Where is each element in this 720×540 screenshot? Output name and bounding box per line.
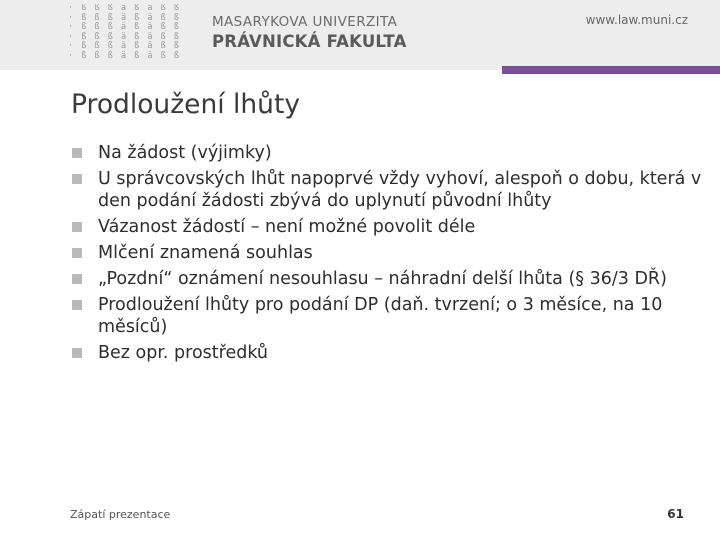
bullet-marker-icon — [72, 148, 82, 158]
bullet-marker-icon — [72, 300, 82, 310]
bullet-item — [71, 216, 711, 238]
university-name: MASARYKOVA UNIVERZITA — [212, 14, 398, 30]
bullet-marker-icon — [72, 274, 82, 284]
bullet-item — [71, 168, 711, 212]
bullet-item — [71, 342, 711, 364]
bullet-text: Na žádost (výjimky) — [98, 143, 272, 163]
bullet-text: Vázanost žádostí – není možné povolit déle — [98, 217, 476, 237]
bullet-item — [71, 242, 711, 264]
bullet-item — [71, 142, 711, 164]
logo-pattern: · ß ß ß ä ß ä ß ß · ß ß ß ä ß ä ß ß · ß ß ß ä ß ä ß ß · ß ß ß ä ß ä ß ß · ß ß ß ä ß ä ß ß · ß ß ß ä ß ä ß ß — [68, 4, 181, 61]
page-number: 61 — [667, 507, 684, 521]
faculty-name: PRÁVNICKÁ FAKULTA — [212, 32, 407, 51]
bullet-list — [71, 142, 711, 368]
header-band — [0, 0, 720, 70]
footer-text: Zápatí prezentace — [70, 508, 171, 521]
bullet-text: U správcovských lhůt napoprvé vždy vyhoví, alespoň o dobu, která v den podání žádosti zbývá do uplynutí původní lhůty — [98, 169, 702, 211]
bullet-marker-icon — [72, 248, 82, 258]
bullet-item — [71, 294, 711, 338]
bullet-item — [71, 268, 711, 290]
bullet-text: „Pozdní“ oznámení nesouhlasu – náhradní delší lhůta (§ 36/3 DŘ) — [98, 269, 667, 289]
bullet-marker-icon — [72, 348, 82, 358]
bullet-text: Mlčení znamená souhlas — [98, 243, 313, 263]
website-url[interactable]: www.law.muni.cz — [585, 13, 688, 27]
bullet-marker-icon — [72, 174, 82, 184]
bullet-text: Bez opr. prostředků — [98, 343, 269, 363]
accent-bar — [502, 66, 720, 74]
slide-title: Prodloužení lhůty — [71, 89, 301, 120]
bullet-marker-icon — [72, 222, 82, 232]
bullet-text: Prodloužení lhůty pro podání DP (daň. tvrzení; o 3 měsíce, na 10 měsíců) — [98, 295, 663, 337]
